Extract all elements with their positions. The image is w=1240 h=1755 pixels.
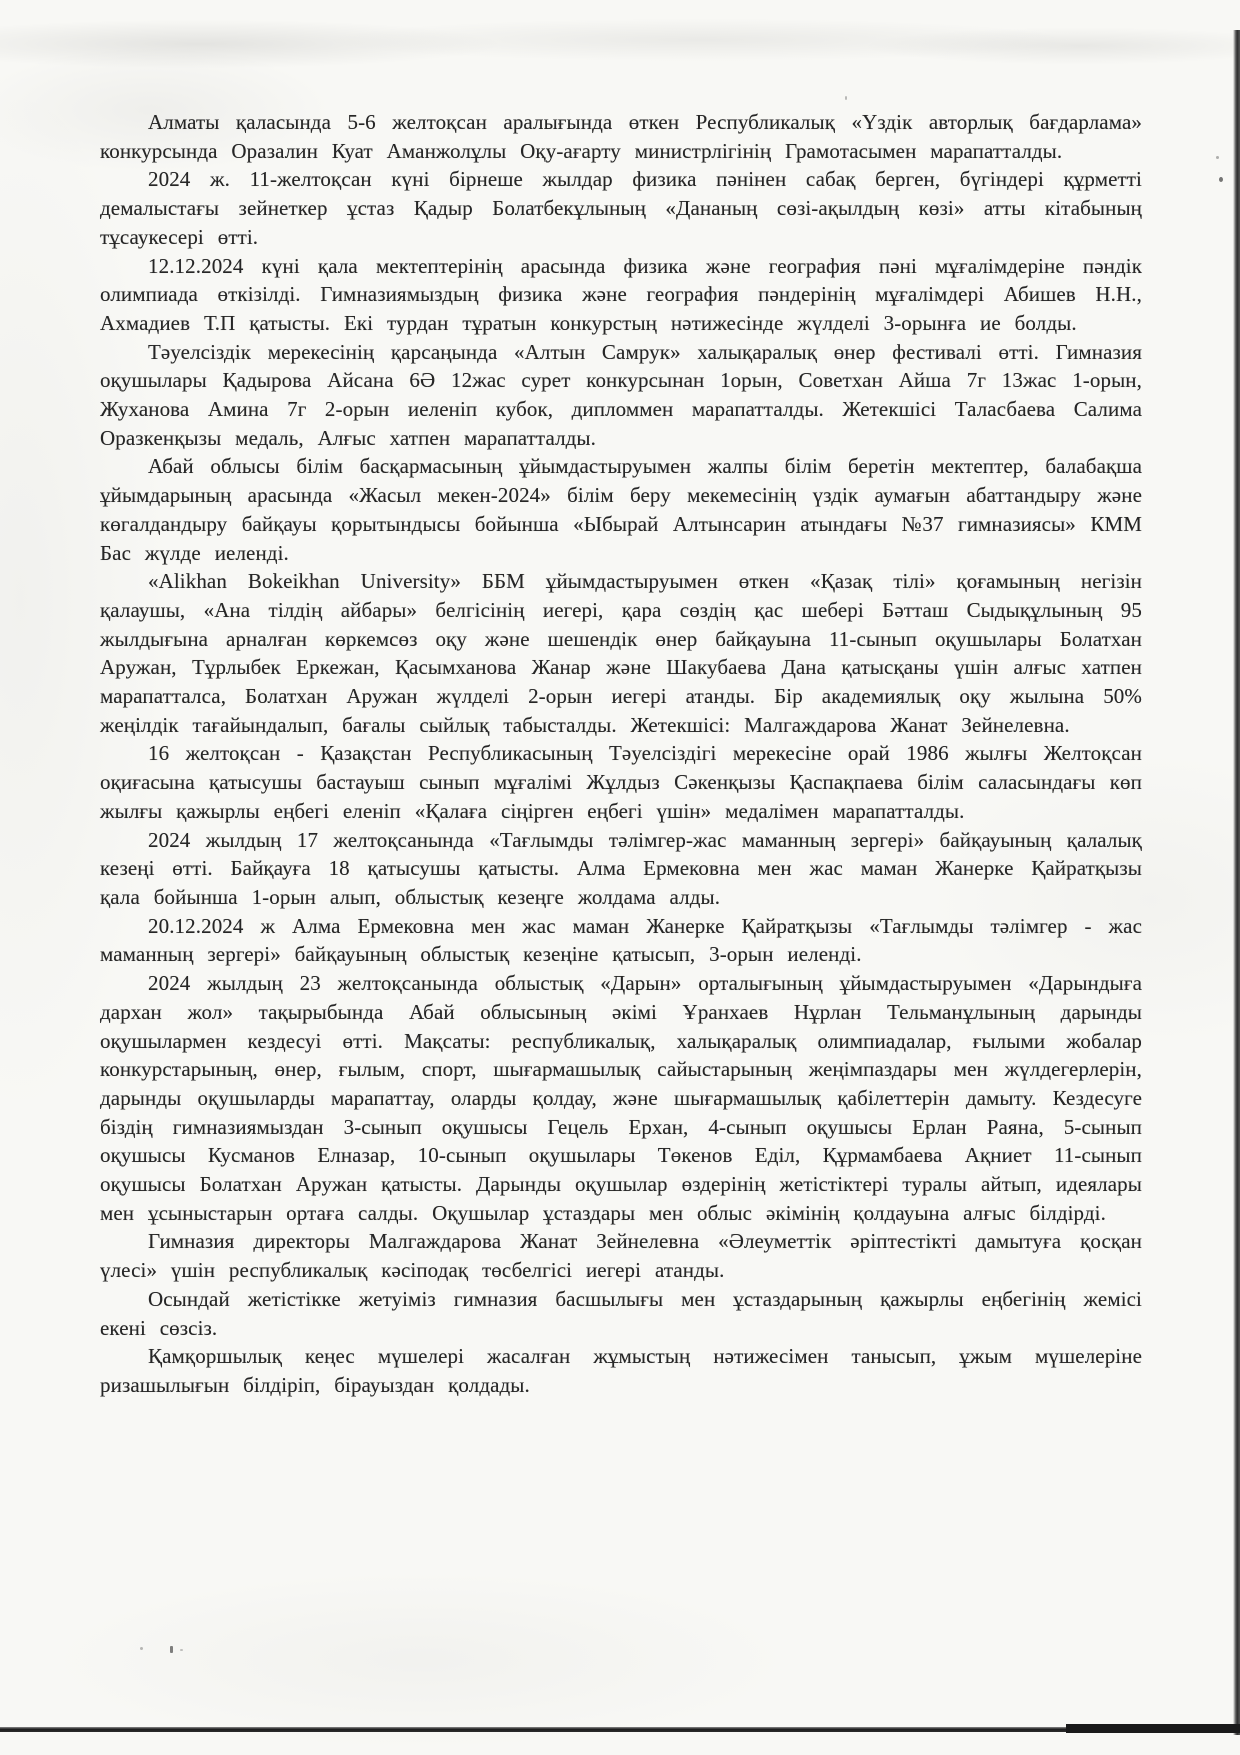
paragraph: 2024 жылдың 17 желтоқсанында «Тағлымды тәлімгер-жас маманның зергері» байқауының қалалық кезеңі өтті. Байқауға 18 қатысушы қатысты. Алма Ермековна мен жас маман Жанерке Қайратқызы қала бойынша 1-орын алып, облыстық кезеңге жолдама алды. <box>100 827 1142 909</box>
scan-edge-right-bar <box>1233 30 1240 1735</box>
ink-speck <box>170 1646 173 1653</box>
paragraph: «Alikhan Bokeikhan University» ББМ ұйымдастыруымен өткен «Қазақ тілі» қоғамының негізін қалаушы, «Ана тілдің айбары» белгісінің иегері, қара сөздің қас шебері Бәтташ Сыдықұлының 95 жылдығына арналған көркемсөз оқу және шешендік өнер байқауына 11-сынып оқушылары Болатхан Аружан, Тұрлыбек Еркежан, Қасымханова Жанар және Шакубаева Дана қатысқаны үшін алғыс хатпен марапатталса, Болатхан Аружан жүлделі 2-орын иегері атанды. Бір академиялық оқу жылына 50% жеңілдік тағайындалып, бағалы сыйлық табысталды. Жетекшісі: Малгаждарова Жанат Зейнелевна. <box>100 569 1142 737</box>
ink-speck <box>845 96 847 100</box>
paragraph: 2024 ж. 11-желтоқсан күні бірнеше жылдар физика пәнінен сабақ берген, бүгіндері құрметті демалыстағы зейнеткер ұстаз Қадыр Болатбекұлының «Дананың сөзі-ақылдың көзі» атты кітабының тұсаукесері өтті. <box>100 167 1142 249</box>
paragraph: 12.12.2024 күні қала мектептерінің арасында физика және география пәні мұғалімдеріне пәндік олимпиада өткізілді. Гимназиямыздың физика және география пәндерінің мұғалімдері Абишев Н.Н., Ахмадиев Т.П қатысты. Екі турдан тұратын конкурстың нәтижесінде жүлделі 3-орынға ие болды. <box>100 253 1142 335</box>
document-body <box>100 108 1142 1400</box>
paragraph: Алматы қаласында 5-6 желтоқсан аралығында өткен Республикалық «Үздік авторлық бағдарлама» конкурсында Оразалин Куат Аманжолұлы Оқу-ағарту министрлігінің Грамотасымен марапатталды. <box>100 110 1142 163</box>
paragraph: 16 желтоқсан - Қазақстан Республикасының Тәуелсіздігі мерекесіне орай 1986 жылғы Желтоқсан оқиғасына қатысушы бастауыш сынып мұғалімі Жұлдыз Сәкенқызы Қаспақпаева білім саласындағы көп жылғы қажырлы еңбегі еленіп «Қалаға сіңірген еңбегі үшін» медалімен марапатталды. <box>100 741 1142 823</box>
ink-speck <box>180 1649 183 1651</box>
ink-speck <box>1216 156 1219 159</box>
scan-edge-bottom-bar <box>0 1727 1240 1732</box>
paragraph: Тәуелсіздік мерекесінің қарсаңында «Алтын Самрук» халықаралық өнер фестивалі өтті. Гимназия оқушылары Қадырова Айсана 6Ә 12жас сурет конкурсынан 1орын, Советхан Айша 7г 13жас 1-орын, Жуханова Амина 7г 2-орын иеленіп кубок, дипломмен марапатталды. Жетекшісі Таласбаева Салима Оразкенқызы медаль, Алғыс хатпен марапатталды. <box>100 339 1142 450</box>
paragraph: 20.12.2024 ж Алма Ермековна мен жас маман Жанерке Қайратқызы «Тағлымды тәлімгер - жас маманның зергері» байқауының облыстық кезеңіне қатысып, 3-орын иеленді. <box>100 913 1142 967</box>
paragraph: 2024 жылдың 23 желтоқсанында облыстық «Дарын» орталығының ұйымдастыруымен «Дарындыға дархан жол» тақырыбында Абай облысының әкімі Ұранхаев Нұрлан Тельманұлының дарынды оқушылармен кездесуі өтті. Мақсаты: республикалық, халықаралық олимпиадалар, ғылыми жобалар конкурстарының, өнер, ғылым, спорт, шығармашылық сайыстарының жеңімпаздары мен жүлдегерлерін, дарынды оқушыларды марапаттау, оларды қолдау, және шығармашылық қабілеттерін дамыту. Кездесуге біздің гимназиямыздан 3-сынып оқушысы Гецель Ерхан, 4-сынып оқушысы Ерлан Раяна, 5-сынып оқушысы Кусманов Елназар, 10-сынып оқушылары Төкенов Еділ, Құрмамбаева Ақниет 11-сынып оқушысы Болатхан Аружан қатысты. Дарынды оқушылар өздерінің жетістіктері туралы айтып, идеялары мен ұсыныстарын ортаға салды. Оқушылар ұстаздары мен облыс әкімінің қолдауына алғыс білдірді. <box>100 971 1142 1225</box>
paragraph: Гимназия директоры Малгаждарова Жанат Зейнелевна «Әлеуметтік әріптестікті дамытуға қосқан үлесі» үшін республикалық кәсіподақ төсбелгісі иегері атанды. <box>100 1229 1142 1283</box>
ink-speck <box>1219 177 1223 182</box>
paragraph: Қамқоршылық кеңес мүшелері жасалған жұмыстың нәтижесімен танысып, ұжым мүшелеріне ризашылығын білдіріп, бірауыздан қолдады. <box>100 1344 1142 1397</box>
paragraph: Абай облысы білім басқармасының ұйымдастыруымен жалпы білім беретін мектептер, балабақша ұйымдарының арасында «Жасыл мекен-2024» білім беру мекемесінің үздік аумағын абаттандыру және көгалдандыру байқауы қорытындысы бойынша «Ыбырай Алтынсарин атындағы №37 гимназиясы» КММ Бас жүлде иеленді. <box>100 454 1142 565</box>
ink-speck <box>140 1647 143 1650</box>
scan-edge-bottom-corner <box>1066 1724 1240 1733</box>
paragraph: Осындай жетістікке жетуіміз гимназия басшылығы мен ұстаздарының қажырлы еңбегінің жемісі екені сөзсіз. <box>100 1286 1142 1340</box>
